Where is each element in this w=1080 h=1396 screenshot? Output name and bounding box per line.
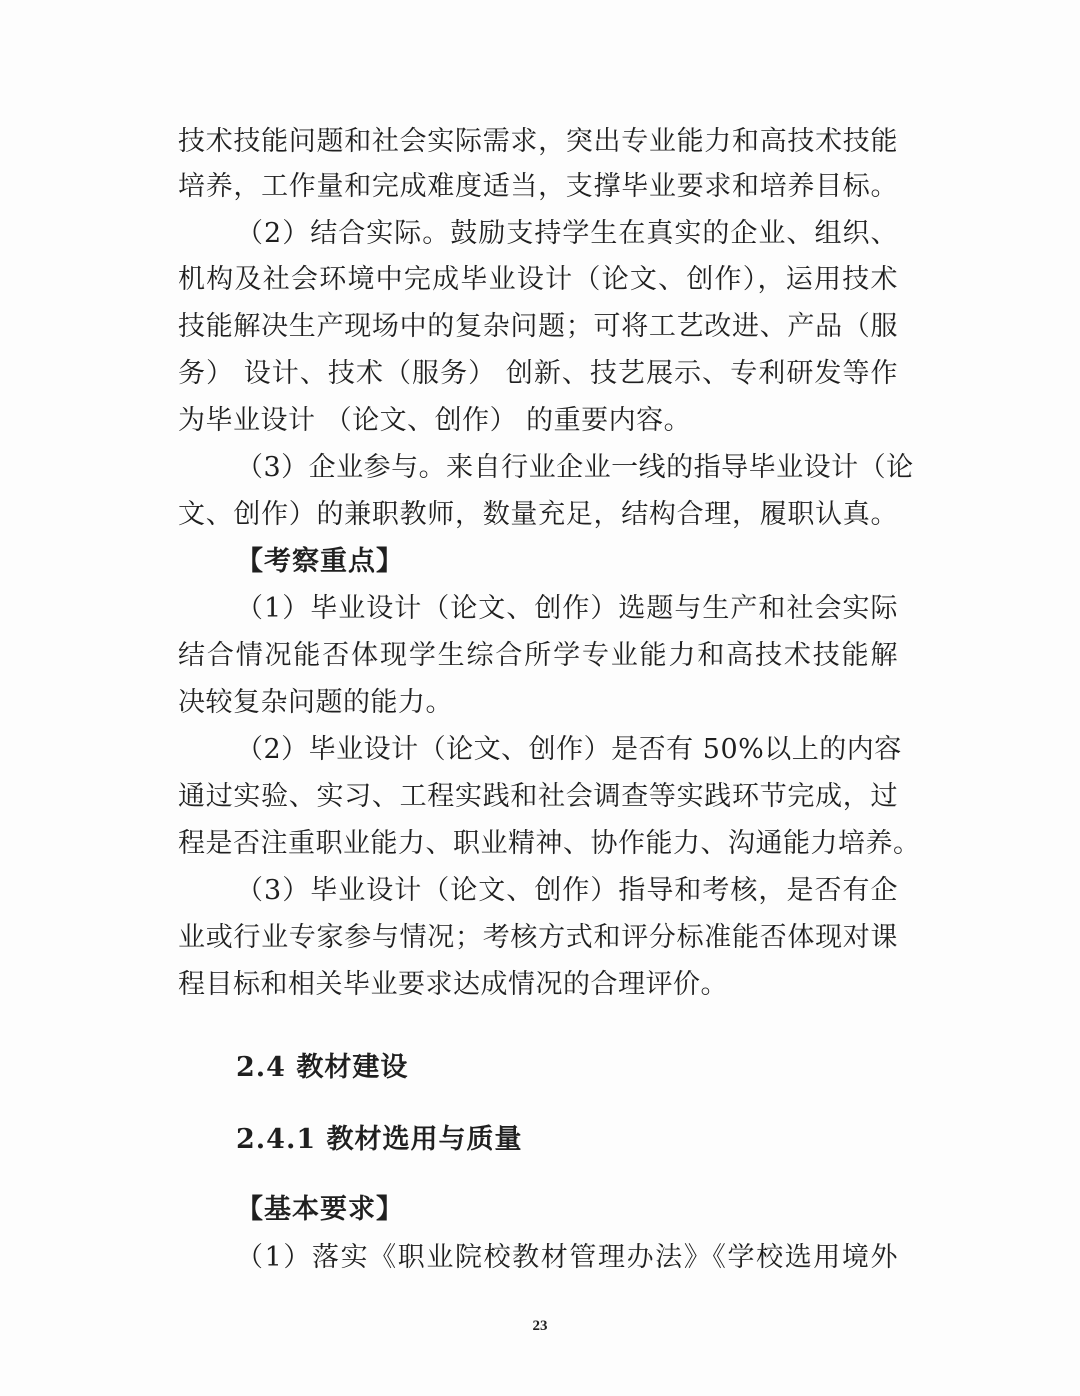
- text-line: 务） 设计、技术（服务） 创新、技艺展示、专利研发等作: [178, 358, 898, 389]
- text-line: 技能解决生产现场中的复杂问题；可将工艺改进、产品（服: [178, 311, 898, 342]
- section-heading: 2.4 教材建设: [236, 1052, 409, 1083]
- page-number: 23: [532, 1318, 548, 1334]
- text-line: 结合情况能否体现学生综合所学专业能力和高技术技能解: [178, 640, 898, 671]
- key-points-label: 【考察重点】: [236, 546, 404, 577]
- text-line: 程目标和相关毕业要求达成情况的合理评价。: [178, 969, 728, 1000]
- text-line: 业或行业专家参与情况；考核方式和评分标准能否体现对课: [178, 922, 898, 953]
- paragraph-start-line: （3）企业参与。来自行业企业一线的指导毕业设计（论: [236, 452, 914, 483]
- subsection-heading: 2.4.1 教材选用与质量: [236, 1124, 523, 1155]
- paragraph-start-line: （2）毕业设计（论文、创作）是否有 50%以上的内容: [236, 734, 902, 765]
- text-line: 决较复杂问题的能力。: [178, 687, 453, 718]
- text-line: 文、创作）的兼职教师，数量充足，结构合理，履职认真。: [178, 499, 898, 530]
- paragraph-start-line: （1）落实《职业院校教材管理办法》《学校选用境外: [236, 1242, 898, 1273]
- paragraph-start-line: （2）结合实际。鼓励支持学生在真实的企业、组织、: [236, 218, 898, 249]
- paragraph-start-line: （1）毕业设计（论文、创作）选题与生产和社会实际: [236, 593, 898, 624]
- basic-requirements-label: 【基本要求】: [236, 1194, 404, 1225]
- text-line: 为毕业设计 （论文、创作） 的重要内容。: [178, 405, 692, 436]
- text-line: 技术技能问题和社会实际需求，突出专业能力和高技术技能: [178, 126, 898, 157]
- paragraph-start-line: （3）毕业设计（论文、创作）指导和考核，是否有企: [236, 875, 898, 906]
- text-line: 程是否注重职业能力、职业精神、协作能力、沟通能力培养。: [178, 828, 921, 859]
- text-line: 培养，工作量和完成难度适当，支撑毕业要求和培养目标。: [178, 171, 898, 202]
- text-line: 通过实验、实习、工程实践和社会调查等实践环节完成，过: [178, 781, 898, 812]
- text-line: 机构及社会环境中完成毕业设计（论文、创作），运用技术: [178, 264, 898, 295]
